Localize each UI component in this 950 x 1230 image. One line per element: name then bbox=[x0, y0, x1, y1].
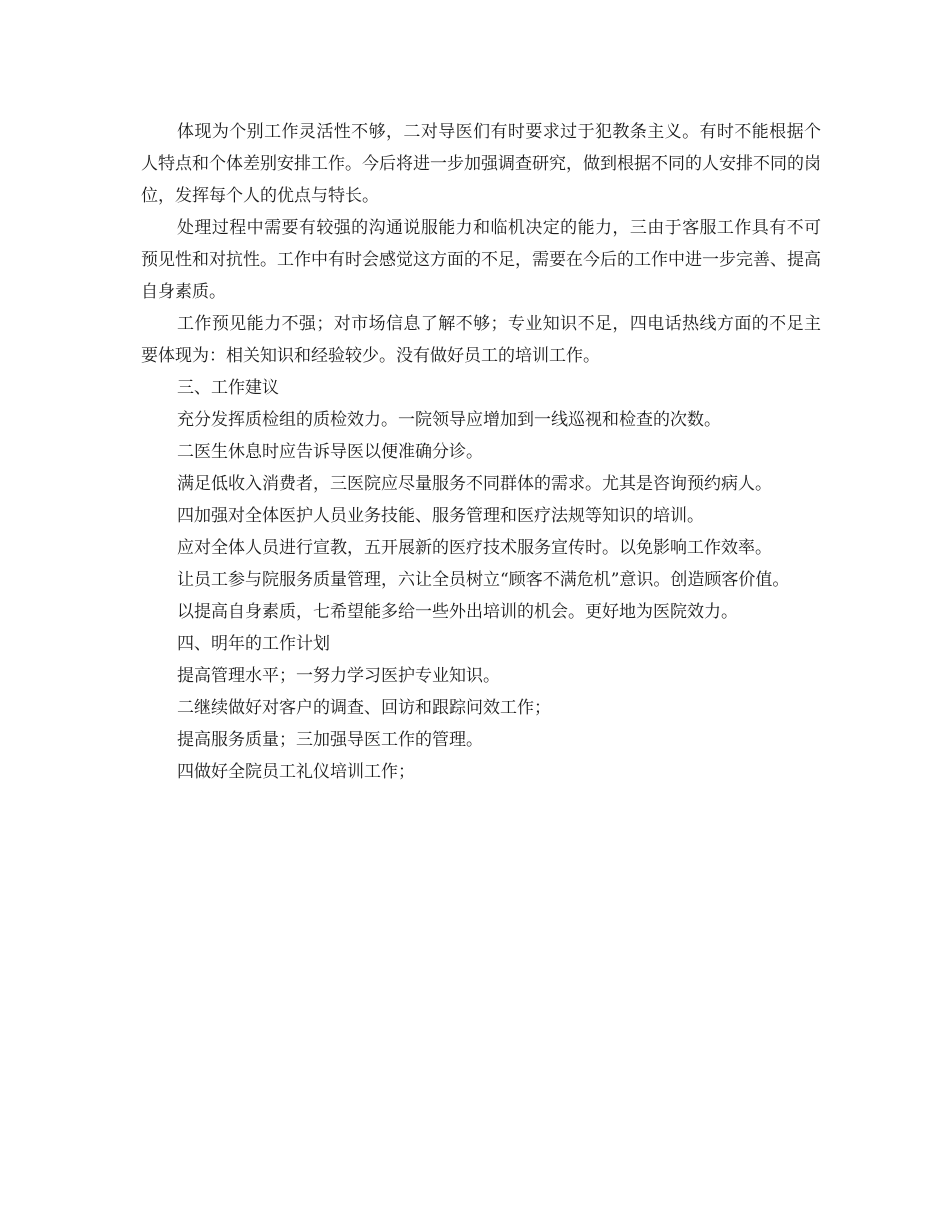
section-heading: 四、明年的工作计划 bbox=[177, 634, 330, 654]
paragraph: 让员工参与院服务质量管理，六让全员树立“顾客不满危机”意识。创造顾客价值。 bbox=[177, 570, 790, 590]
paragraph: 四做好全院员工礼仪培训工作； bbox=[177, 762, 415, 782]
section-heading: 三、工作建议 bbox=[177, 378, 279, 398]
paragraph: 二医生休息时应告诉导医以便准确分诊。 bbox=[177, 442, 483, 462]
paragraph: 提高管理水平；一努力学习医护专业知识。 bbox=[177, 666, 500, 686]
paragraph: 提高服务质量；三加强导医工作的管理。 bbox=[177, 730, 483, 750]
paragraph: 二继续做好对客户的调查、回访和跟踪问效工作； bbox=[177, 698, 551, 718]
paragraph: 四加强对全体医护人员业务技能、服务管理和医疗法规等知识的培训。 bbox=[177, 506, 704, 526]
paragraph: 工作预见能力不强；对市场信息了解不够；专业知识不足，四电话热线方面的不足主要体现为：相关知识和经验较少。没有做好员工的培训工作。 bbox=[141, 314, 821, 366]
document-body bbox=[141, 116, 821, 788]
paragraph: 体现为个别工作灵活性不够，二对导医们有时要求过于犯教条主义。有时不能根据个人特点和个体差别安排工作。今后将进一步加强调查研究，做到根据不同的人安排不同的岗位，发挥每个人的优点与特长。 bbox=[141, 122, 821, 206]
paragraph: 满足低收入消费者，三医院应尽量服务不同群体的需求。尤其是咨询预约病人。 bbox=[177, 474, 772, 494]
paragraph: 应对全体人员进行宣教，五开展新的医疗技术服务宣传时。以免影响工作效率。 bbox=[177, 538, 772, 558]
paragraph: 处理过程中需要有较强的沟通说服能力和临机决定的能力，三由于客服工作具有不可预见性和对抗性。工作中有时会感觉这方面的不足，需要在今后的工作中进一步完善、提高自身素质。 bbox=[141, 218, 821, 302]
paragraph: 以提高自身素质，七希望能多给一些外出培训的机会。更好地为医院效力。 bbox=[177, 602, 738, 622]
paragraph: 充分发挥质检组的质检效力。一院领导应增加到一线巡视和检查的次数。 bbox=[177, 410, 721, 430]
